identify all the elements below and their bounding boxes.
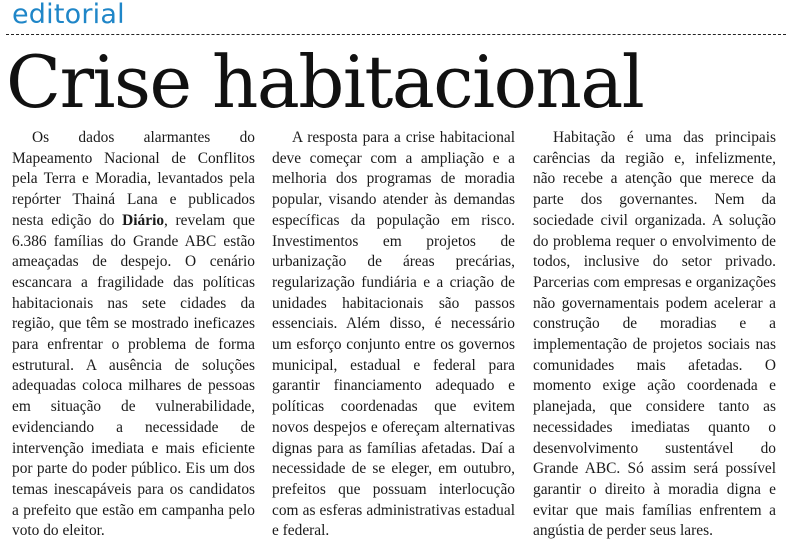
paragraph-1-lead: Os dados alarmantes do Mapeamento Nacional de Conflitos pela Terra e Moradia, levantados pela repórter Thainá Lana e publicados nesta edição do — [12, 129, 255, 229]
section-label: editorial — [12, 0, 125, 30]
paragraph-3: Habitação é uma das principais carências da região e, infelizmente, não recebe a atenção que merece da parte dos governantes. Nem da sociedade civil organizada. A solução do problema requer o envolvimento de todos, inclusive do setor privado. Parcerias com empresas e organizações não governamentais podem acelerar a construção de moradias e a implementação de projetos sociais nas comunidades mais afetadas. O momento exige ação coordenada e planejada, que considere tanto as necessidades imediatas quanto o desenvolvimento sustentável do Grande ABC. Só assim será possível garantir o direito à moradia digna e evitar que mais famílias enfrentem a angústia de perder seus lares. — [533, 129, 776, 540]
header-divider — [6, 34, 786, 35]
paragraph-1-rest: , revelam que 6.386 famílias do Grande ABC estão ameaçadas de despejo. O cenário escancara a fragilidade das políticas habitacionais nas sete cidades da região, que têm se mostrado ineficazes para enfrentar o problema de forma estrutural. A ausência de soluções adequadas coloca milhares de pessoas em situação de vulnerabilidade, evidenciando a necessidade de intervenção imediata e mais eficiente por parte do poder público. Eis um dos temas inescapáveis para os candidatos a prefeito que estão em campanha pelo voto do eleitor. — [12, 211, 255, 540]
paragraph-1 — [12, 128, 255, 542]
newspaper-name: Diário — [122, 211, 165, 229]
article-column-2 — [272, 128, 515, 542]
headline: Crise habitacional — [6, 40, 644, 124]
paragraph-2: A resposta para a crise habitacional deve começar com a ampliação e a melhoria dos programas de moradia popular, visando atender às demandas específicas da população em risco. Investimentos em projetos de urbanização de áreas precárias, regularização fundiária e a criação de unidades habitacionais são passos essenciais. Além disso, é necessário um esforço conjunto entre os governos municipal, estadual e federal para garantir financiamento adequado e políticas coordenadas que evitem novos despejos e ofereçam alternativas dignas para as famílias afetadas. Daí a necessidade de se eleger, em outubro, prefeitos que possuam interlocução com as esferas administrativas estadual e federal. — [272, 129, 515, 540]
article-column-3 — [533, 128, 776, 542]
article-column-1 — [12, 128, 255, 542]
